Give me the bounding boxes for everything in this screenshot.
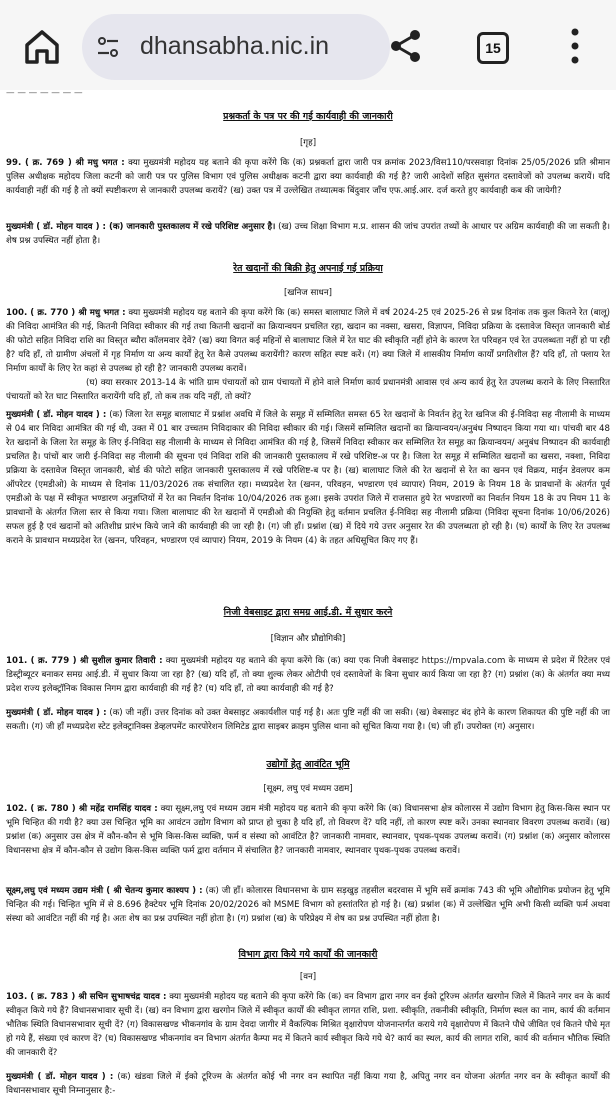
answer-heading: मुख्यमंत्री ( डॉ. मोहन यादव ) : xyxy=(6,708,107,718)
answer-heading: मुख्यमंत्री ( डॉ. मोहन यादव ) : (क) जानकारी पुस्तकालय में रखे परिशिष्ट अनुसार है। xyxy=(6,222,276,232)
section-department: [गृह] xyxy=(299,138,317,148)
answer-text: (क) जी नहीं। उत्तर दिनांक को उक्त वेबसाइट अकार्यशील पाई गई है। अतः पुष्टि नहीं की जा सकी। (ख) वेबसाइट बंद होने के कारण शिकायत की पुष्टि नहीं की जा सकती। (ग) जी हाँ मध्यप्रदेश स्टेट इलेक्ट्रानिक्स डेव्हलपमेंट कारपोरेशन लिमिटेड द्वारा साइबर क्राइम पुलिस थाना को सूचित किया गया है। (घ) जी हाँ। उपरोक्त (ग) अनुसार। xyxy=(6,708,610,732)
question-heading: 103. ( क्र. 783 ) श्री सचिन सुभाषचंद्र यादव : xyxy=(6,992,167,1002)
section-department: [वन] xyxy=(299,972,317,982)
section-title: प्रश्नकर्ता के पत्र पर की गई कार्यवाही की जानकारी xyxy=(223,111,393,122)
question-103 xyxy=(6,990,610,1060)
section-title: विभाग द्वारा किये गये कार्यों की जानकारी xyxy=(238,949,378,960)
share-icon[interactable] xyxy=(388,28,424,64)
question-101 xyxy=(6,654,610,696)
answer-text: (ख) उच्च शिक्षा विभाग म.प्र. शासन की जांच उपरांत तथ्यों के आधार पर अग्रिम कार्यवाही की जा सकती है। शेष प्रश्न उपस्थित नहीं होता है। xyxy=(6,222,611,246)
document-body xyxy=(0,90,616,1104)
answer-text: (क) जिला रेत समूह बालाघाट में प्रश्नांश अवधि में जिले के समूह में सम्मिलित समस्त 65 रेत खदानों के निवर्तन हेतु रेत खनिज की ई-निविदा सह नीलामी के माध्यम से 04 बार निविदा आमंत्रित की गई थी, उक्त में 01 बार उच्चतम निविदाकार की निविदा स्वीकार की गई। जिसमें सम्मिलित खदानों का क्रियान्वयन/अनुबंध निष्पादन किया गया था। पांचवी बार 48 रेत खदानों के जिला रेत समूह के लिए ई-निविदा सह नीलामी के माध्यम से निविदा आमंत्रित की गई है, जिसमें निविदा स्वीकार कर सम्मिलित रेत समूह का क्रियान्वयन/ अनुबंध निष्पादन की कार्यवाही प्रचलित है। पांचों बार जारी ई-निविदा सह नीलामी की सूचना एवं निविदा राशि की जानकारी पुस्तकालय में रखे परिशिष्ट-अ पर है। जिला रेत समूह में सम्मिलित खदानों का खसरा, नक्शा, निविदा प्रक्रिया के दस्तावेज विस्तृत जानकारी, बोर्ड की फोटो सहित जानकारी पुस्तकालय में रखे परिशिष्ट-ब पर है। (ख) बालाघाट जिले की रेत खदानों से रेत का खनन एवं विक्रय, माईन डेवलपर कम ऑपरेटर (एमडीओ) के माध्यम से दिनांक 11/03/2026 तक संचालित रहा। मध्यप्रदेश रेत (खनन, परिवहन, भण्डारण एवं व्यापार) नियम, 2019 के नियम 18 के प्रावधानों के अंतर्गत पूर्व एमडीओ के पक्ष में स्वीकृत भण्डारण अनुज्ञप्तियों में रेत का निवर्तन दिनांक 10/04/2026 तक हुआ। इसके उपरांत जिले में राजसात हुये रेत भण्डारणों का निवर्तन नियम 18 के उप नियम 11 के प्रावधानों के अंतर्गत जिला स्तर से किया गया। जिला बालाघाट की रेत खदानों में एमडीओ की नियुक्ति हेतु वर्तमान प्रचलित ई-निविदा सह नीलामी प्रक्रिया (निविदा सूचना दिनांक 10/06/2026) सफल हुई है एवं खदानों को अतिशीघ्र प्रारंभ किये जाने की कार्यवाही की जा रही है। (ग) जी हाँ। प्रश्नांश (ख) में दिये गये उत्तर अनुसार रेत की उपलब्धता हो रही है। (घ) कार्यों के लिए रेत उपलब्ध कराने के प्रावधान मध्यप्रदेश रेत (खनन, परिवहन, भण्डारण एवं व्यापार) नियम, 2019 के नियम (4) के तहत अधिसूचित किए गए हैं। xyxy=(6,410,611,546)
section-department: [खनिज साधन] xyxy=(284,288,332,298)
home-icon[interactable] xyxy=(22,26,62,66)
question-heading: 100. ( क्र. 770 ) श्री मधु भगत : xyxy=(6,308,126,318)
address-bar[interactable] xyxy=(82,14,390,80)
answer-103 xyxy=(6,1070,610,1098)
question-heading: 101. ( क्र. 779 ) श्री सुशील कुमार तिवारी : xyxy=(6,656,163,666)
answer-100 xyxy=(6,408,610,548)
answer-heading: सूक्ष्म,लघु एवं मध्यम उद्यम मंत्री ( श्री चेतन्य कुमार काश्यप ) : xyxy=(6,886,203,896)
section-department: [सूक्ष्म, लघु एवं मध्यम उद्यम] xyxy=(263,784,353,794)
question-text: क्या मुख्यमंत्री महोदय यह बताने की कृपा करेंगे कि (क) वन विभाग द्वारा नगर वन ईको टूरिज्म अंतर्गत खरगोन जिले में कितने नगर वन के कार्य स्वीकृत किये गये हैं? विधानसभावार सूची दें। (ख) वन विभाग द्वारा खरगोन जिले में स्वीकृत कार्यों की स्वीकृत लागत राशि, प्रशा. स्वीकृति, तकनीकी स्वीकृति, निर्माण स्थल का नाम, कार्य की वर्तमान भौतिक स्थिति विधानसभावार सूची दें? (ग) विकासखण्ड भीकनगांव के ग्राम देवदा जागीर में वैकल्पिक मिश्रित वृक्षारोपण योजनान्तर्गत कराये गये वृक्षारोपण में कितने पौधे जीवित एवं कितने पौधे मृत हो गये हैं, संख्या एवं कारण दें? (घ) विकासखण्ड भीकनगांव वन विभाग अंतर्गत कैम्पा मद में कितने कार्य स्वीकृत किये गये थे? कार्य का स्थल, कार्य की लागत राशि, कार्य की वर्तमान भौतिक स्थिति की जानकारी दें? xyxy=(6,992,610,1058)
answer-102 xyxy=(6,884,610,926)
question-text: क्या मुख्यमंत्री महोदय यह बताने की कृपा करेंगे कि (क) समस्त बालाघाट जिले में वर्ष 2024-25 एवं 2025-26 से प्रश्न दिनांक तक कुल कितने रेत (बालू) की निविदा आमंत्रित की गई, कितनी निविदा स्वीकार की गई तथा कितनी खदानों का क्रियान्वयन प्रचलित रहा, खदान का नक्सा, खसरा, विज्ञापन, निविदा प्रक्रिया के दस्तावेज विस्तृत जानकारी बोर्ड की फोटो सहित निविदा राशि का विस्तृत ब्यौरा कॉलमवार देवें? (ख) क्या विगत कई महिनों से बालाघाट जिले में रेत घाट की स्वीकृति नहीं होने के कारण रेत परिवहन एवं रेत उपलब्धता नहीं हो पा रही है? यदि हाँ, तो ग्रामीण अंचलों में गृह निर्माण या अन्य कार्यों हेतु रेत कैसे उपलब्ध करायेंगी? कारण सहित स्पष्ट करें। (ग) क्या जिले में शासकीय निर्माण कार्यों प्रगतिशील हैं? यदि हाँ, तो फ्लाय रेत निर्माण कार्यों के लिए रेत कहां से उपलब्ध हो रही है? जानकारी उपलब्ध करावें। xyxy=(6,308,610,374)
section-department: [विज्ञान और प्रौद्योगिकी] xyxy=(270,634,346,644)
answer-text: (क) खंडवा जिले में ईको टूरिज्म के अंतर्गत कोई भी नगर वन स्थापित नहीं किया गया है, अपितु नगर वन योजना अंतर्गत नगर वन के स्वीकृत कार्यों की विधानसभावार सूची निम्नानुसार है:- xyxy=(6,1072,611,1096)
url-text[interactable]: dhansabha.nic.in xyxy=(140,32,330,60)
question-text: क्या मुख्यमंत्री महोदय यह बताने की कृपा करेंगे कि (क) प्रश्नकर्ता द्वारा जारी पत्र क्रमांक 2023/विस110/परसवाड़ा दिनांक 25/05/2026 प्रति श्रीमान पुलिस अधीक्षक महोदय जिला कटनी को जारी पत्र पर पुलिस विभाग एवं पुलिस अधीक्षक कटनी द्वारा क्या कार्यवाही की गई है? जारी आदेशों सहित सुसंगत दस्तावेजों को उपलब्ध करायें। यदि कार्यवाही नहीं की गई है तो क्यों स्पष्टीकरण से जानकारी उपलब्ध करायें? (ख) उक्त पत्र में उल्लेखित तथ्यात्मक बिंदुवार जाँच एफ.आई.आर. दर्ज करते हुए कार्यवाही कब की जायेगी? xyxy=(6,158,611,196)
browser-toolbar xyxy=(0,0,616,90)
question-heading: 99. ( क्र. 769 ) श्री मधु भगत : xyxy=(6,158,125,168)
question-100 xyxy=(6,306,610,404)
answer-heading: मुख्यमंत्री ( डॉ. मोहन यादव ) : xyxy=(6,410,107,420)
tune-icon[interactable] xyxy=(96,35,120,59)
question-heading: 102. ( क्र. 780 ) श्री महेंद्र रामसिंह यादव : xyxy=(6,804,158,814)
answer-heading: मुख्यमंत्री ( डॉ. मोहन यादव ) : xyxy=(6,1072,114,1082)
tabs-icon[interactable]: 15 xyxy=(477,32,509,64)
answer-99 xyxy=(6,220,610,248)
cut-off-text: — — — — — — — xyxy=(6,90,83,98)
more-vert-icon[interactable] xyxy=(566,26,584,66)
section-title: निजी वेबसाइट द्वारा समग्र आई.डी. में सुधार करने xyxy=(223,607,393,618)
answer-text: (क) जी हाँ। कोलारस विधानसभा के ग्राम सड़खुड़ तहसील बदरवास में भूमि सर्वे क्रमांक 743 की भूमि औद्योगिक प्रयोजन हेतु भूमि चिन्हित की गई। चिन्हित भूमि में से 8.696 हैक्टेयर भूमि दिनांक 20/02/2026 को MSME विभाग को हस्तांतरित हो गई है। (ख) प्रश्नांश (क) में उल्लेखित भूमि अभी किसी व्यक्ति फर्म अथवा संस्था को आवंटित नहीं की गई है। अतः शेष का प्रश्न उपस्थित नहीं होता है। (ग) प्रश्नांश (ख) के परिप्रेक्ष्य में शेष का प्रश्न उपस्थित नहीं होता है। xyxy=(6,886,610,924)
question-102 xyxy=(6,802,610,858)
question-text: क्या सूक्ष्म,लघु एवं मध्यम उद्यम मंत्री महोदय यह बताने की कृपा करेंगे कि (क) विधानसभा क्षेत्र कोलारस में उद्योग विभाग हेतु किस-किस स्थान पर भूमि चिन्हित की गयी है? क्या उस चिन्हित भूमि का आवंटन उद्योग विभाग को प्राप्त हो चुका है यदि हाँ, तो विवरण दें? यदि नहीं, तो कारण स्पष्ट करें। उनका स्थानवार विवरण उपलब्ध करावें। (ख) प्रश्नांश (क) अनुसार उस क्षेत्र में कौन-कौन से भूमि किस-किस व्यक्ति, फर्म व संस्था को आवंटित है? जानकारी नामवार, स्थानवार, पृथक-पृथक उपलब्ध करावें। (ग) प्रश्नांश (क) अनुसार कोलारस विधानसभा क्षेत्र में कौन-कौन से उद्योग किस-किस व्यक्ति फर्म द्वारा वर्तमान में संचालित है? जानकारी नामवार, स्थानवार पृथक-पृथक उपलब्ध करावें। xyxy=(6,804,610,856)
question-text-part-gh: (घ) क्या सरकार 2013-14 के भांति ग्राम पंचायतों को ग्राम पंचायतों में होने वाले निर्माण कार्य प्रधानमंत्री आवास एवं अन्य कार्य हेतु रेत उपलब्ध कराने के लिए निस्तारित पंचायतों को रेत घाट निस्तारित करायेंगी यदि हाँ, तो कब तक यदि नहीं, तो क्यों? xyxy=(6,378,610,402)
answer-101 xyxy=(6,706,610,734)
section-title: उद्योगों हेतु आवंटित भूमि xyxy=(266,759,350,770)
question-text: क्या मुख्यमंत्री महोदय यह बताने की कृपा करेंगे कि (क) क्या एक निजी वेबसाइट https://mpvala.com के माध्यम से प्रदेश में रिटेलर एवं डिस्ट्रीब्यूटर बनाकर समग्र आई.डी. में सुधार किया जा रहा है? (ख) यदि हाँ, तो क्या शुल्क लेकर ओटीपी एवं दस्तावेजों के बिना सुधार कार्य किया जा रहा है? (ग) प्रश्नांश (क) के अंतर्गत क्या मध्य प्रदेश राज्य इलेक्ट्रॉनिक विकास निगम द्वारा कार्यवाही की गई है? (घ) यदि हाँ, तो क्या कार्यवाही की गई है? xyxy=(6,656,611,694)
section-title: रेत खदानों की बिक्री हेतु अपनाई गई प्रक्रिया xyxy=(233,263,383,274)
question-99 xyxy=(6,156,610,198)
